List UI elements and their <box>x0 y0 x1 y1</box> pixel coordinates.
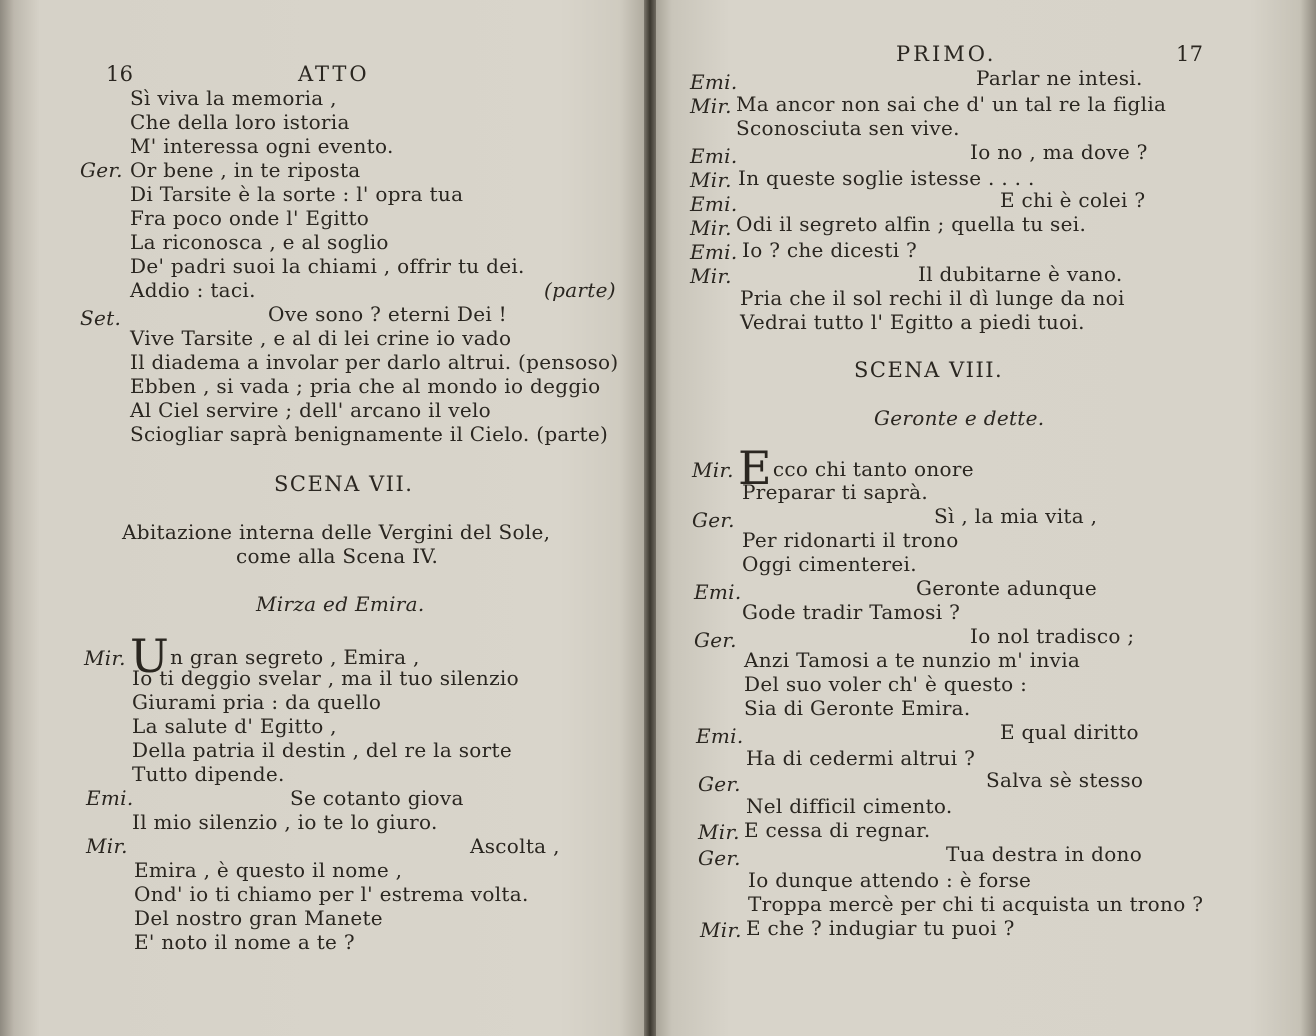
verse-line: Sciogliar saprà benignamente il Cielo. (parte) <box>130 422 609 446</box>
scene-title: SCENA VII. <box>274 472 414 496</box>
verse-line: Salva sè stesso <box>986 768 1144 792</box>
left-page <box>0 0 650 1036</box>
setting-line: come alla Scena IV. <box>236 544 439 568</box>
speaker-label: Mir. <box>700 918 742 942</box>
page-number: 17 <box>1176 42 1204 66</box>
speaker-label: Mir. <box>690 94 732 118</box>
verse-line: Giurami pria : da quello <box>132 690 382 714</box>
speaker-label: Mir. <box>690 216 732 240</box>
verse-line: Ove sono ? eterni Dei ! <box>268 302 508 326</box>
verse-line: Nel difficil cimento. <box>746 794 953 818</box>
verse-line: E' noto il nome a te ? <box>134 930 355 954</box>
verse-line: Ascolta , <box>470 834 560 858</box>
stage-direction: (parte) <box>544 278 616 302</box>
first-line-text: n gran segreto , Emira , <box>170 645 420 669</box>
first-line-text: cco chi tanto onore <box>772 457 974 481</box>
verse-line: Tua destra in dono <box>946 842 1143 866</box>
verse-line: Del nostro gran Manete <box>134 906 383 930</box>
speaker-label: Ger. <box>80 158 123 182</box>
drop-cap: E <box>738 441 772 495</box>
setting-line: Abitazione interna delle Vergini del Sole, <box>122 520 551 544</box>
running-head: ATTO <box>298 62 370 86</box>
verse-line: Vedrai tutto l' Egitto a piedi tuoi. <box>740 310 1085 334</box>
verse-line: Se cotanto giova <box>290 786 464 810</box>
right-page <box>650 0 1316 1036</box>
speaker-label: Emi. <box>690 70 738 94</box>
verse-line: Di Tarsite è la sorte : l' opra tua <box>130 182 464 206</box>
speaker-label: Ger. <box>694 628 737 652</box>
speaker-label: Mir. <box>84 646 126 670</box>
verse-line: Fra poco onde l' Egitto <box>130 206 370 230</box>
verse-line: Emira , è questo il nome , <box>134 858 403 882</box>
verse-line: Del suo voler ch' è questo : <box>744 672 1028 696</box>
drop-cap: U <box>130 629 170 683</box>
verse-line: M' interessa ogni evento. <box>130 134 394 158</box>
character-list: Mirza ed Emira. <box>256 592 425 616</box>
verse-line: E che ? indugiar tu puoi ? <box>746 916 1015 940</box>
verse-line: Oggi cimenterei. <box>742 552 917 576</box>
verse-line: Tutto dipende. <box>132 762 285 786</box>
verse-line: Odi il segreto alfin ; quella tu sei. <box>736 212 1087 236</box>
speaker-label: Emi. <box>696 724 744 748</box>
verse-line: Ond' io ti chiamo per l' estrema volta. <box>134 882 529 906</box>
verse-line: Io ? che dicesti ? <box>742 238 918 262</box>
verse-line: Pria che il sol rechi il dì lunge da noi <box>740 286 1125 310</box>
verse-line: Geronte adunque <box>916 576 1098 600</box>
speaker-label: Ger. <box>692 508 735 532</box>
verse-line: Or bene , in te riposta <box>130 158 361 182</box>
character-list: Geronte e dette. <box>874 406 1045 430</box>
book-gutter <box>644 0 656 1036</box>
scene-title: SCENA VIII. <box>854 358 1004 382</box>
verse-line: Io ti deggio svelar , ma il tuo silenzio <box>132 666 519 690</box>
speaker-label: Emi. <box>690 144 738 168</box>
verse-line: Ma ancor non sai che d' un tal re la figlia <box>736 92 1167 116</box>
speaker-label: Mir. <box>698 820 740 844</box>
verse-line: Vive Tarsite , e al di lei crine io vado <box>130 326 512 350</box>
speaker-label: Mir. <box>690 168 732 192</box>
speaker-label: Mir. <box>690 264 732 288</box>
verse-line: Io nol tradisco ; <box>970 624 1135 648</box>
verse-line: Preparar ti saprà. <box>742 480 929 504</box>
verse-line: Io no , ma dove ? <box>970 140 1148 164</box>
verse-line: Sì , la mia vita , <box>934 504 1098 528</box>
verse-line: Per ridonarti il trono <box>742 528 959 552</box>
speaker-label: Ger. <box>698 772 741 796</box>
speaker-label: Emi. <box>690 240 738 264</box>
verse-line: La riconosca , e al soglio <box>130 230 389 254</box>
verse-line: Il dubitarne è vano. <box>918 262 1123 286</box>
verse-line: Ha di cedermi altrui ? <box>746 746 976 770</box>
verse-line: Che della loro istoria <box>130 110 350 134</box>
verse-line: Io dunque attendo : è forse <box>748 868 1032 892</box>
speaker-label: Mir. <box>86 834 128 858</box>
verse-line: Addio : taci. <box>130 278 256 302</box>
verse-line: Della patria il destin , del re la sorte <box>132 738 512 762</box>
verse-line: Sconosciuta sen vive. <box>736 116 960 140</box>
verse-line: Gode tradir Tamosi ? <box>742 600 961 624</box>
verse-line: La salute d' Egitto , <box>132 714 337 738</box>
speaker-label: Emi. <box>694 580 742 604</box>
verse-line: Troppa mercè per chi ti acquista un trono ? <box>748 892 1204 916</box>
speaker-label: Emi. <box>86 786 134 810</box>
page-number: 16 <box>106 62 134 86</box>
verse-line: Ebben , si vada ; pria che al mondo io deggio <box>130 374 601 398</box>
verse-line: De' padri suoi la chiami , offrir tu dei. <box>130 254 525 278</box>
verse-line: Al Ciel servire ; dell' arcano il velo <box>130 398 491 422</box>
verse-line: Anzi Tamosi a te nunzio m' invia <box>744 648 1081 672</box>
verse-line: Sia di Geronte Emira. <box>744 696 971 720</box>
verse-line: E cessa di regnar. <box>744 818 931 842</box>
running-head: PRIMO. <box>896 42 997 66</box>
speaker-label: Mir. <box>692 458 734 482</box>
speaker-label: Set. <box>80 306 122 330</box>
verse-line: Il diadema a involar per darlo altrui. (pensoso) <box>130 350 619 374</box>
verse-line: Parlar ne intesi. <box>976 66 1143 90</box>
verse-line: Il mio silenzio , io te lo giuro. <box>132 810 438 834</box>
verse-line: In queste soglie istesse . . . . <box>738 166 1035 190</box>
verse-line: Sì viva la memoria , <box>130 86 337 110</box>
verse-line: E qual diritto <box>1000 720 1139 744</box>
verse-line: E chi è colei ? <box>1000 188 1146 212</box>
speaker-label: Ger. <box>698 846 741 870</box>
speaker-label: Emi. <box>690 192 738 216</box>
